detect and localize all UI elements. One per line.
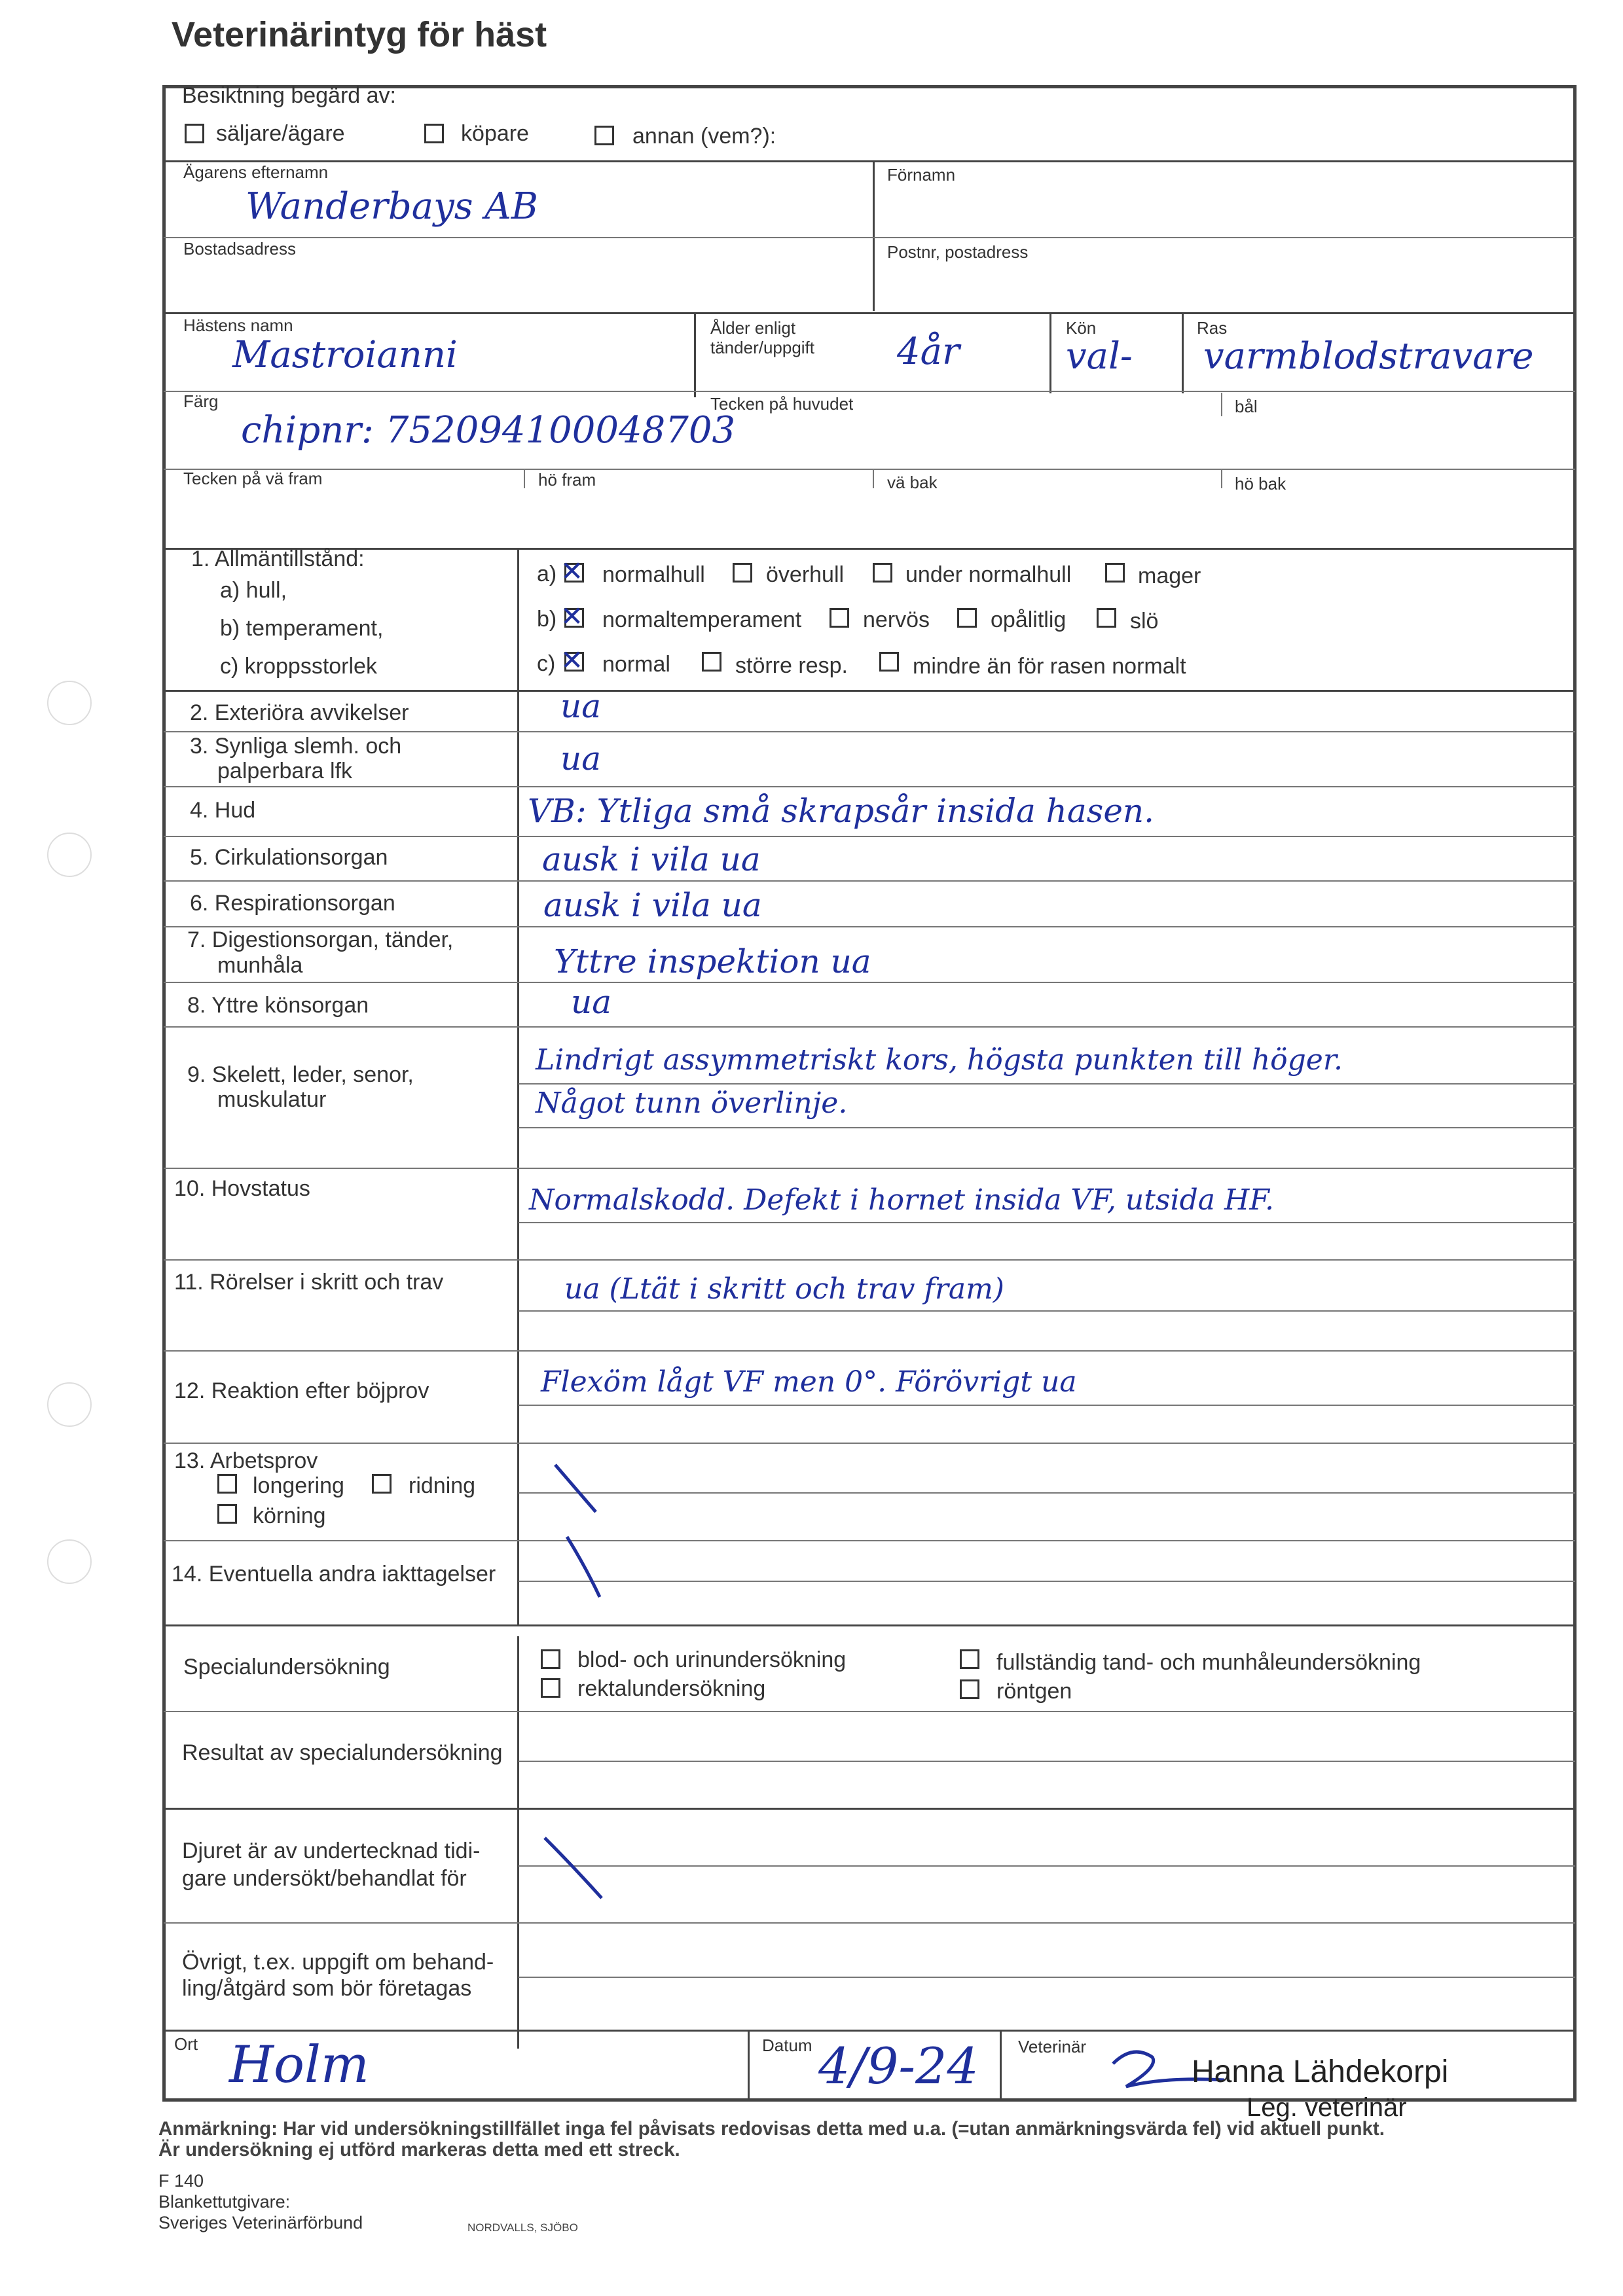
result-label: Resultat av specialundersökning [182,1740,503,1765]
punch-hole [47,833,92,877]
general-b-label: b) temperament, [220,616,384,641]
checkbox-under-normalhull[interactable] [873,563,892,583]
not-performed-stroke [550,1460,602,1518]
divider [519,1761,1575,1762]
divider [1049,314,1051,393]
divider [873,469,874,488]
divider [748,2031,750,2099]
divider [164,1624,1575,1626]
checkbox-seller[interactable] [185,124,204,143]
front-right-label: hö fram [538,470,596,490]
option-under-normalhull: under normalhull [905,562,1072,587]
divider [519,1310,1575,1312]
back-left-label: vä bak [887,473,938,492]
section-4-label: 4. Hud [190,798,256,823]
divider [1221,469,1222,488]
divider [519,1865,1575,1867]
option-normal: normal [602,652,670,677]
divider [164,469,1575,470]
divider [164,2030,1575,2032]
general-a-label: a) hull, [220,578,287,603]
checkbox-storre-resp[interactable] [702,652,721,672]
divider [1182,314,1184,393]
vet-name-stamp: Hanna Lähdekorpi [1192,2054,1449,2089]
option-blood-urine: blod- och urinundersökning [577,1647,847,1672]
special-label: Specialundersökning [183,1655,390,1679]
checkbox-nervos[interactable] [830,608,849,628]
checkbox-slo[interactable] [1097,608,1116,628]
option-nervos: nervös [863,607,930,632]
color-value: chipnr: 752094100048703 [241,409,736,452]
form-number: F 140 [158,2171,204,2191]
checkbox-opalitlig[interactable] [957,608,977,628]
divider [519,1083,1575,1085]
divider [694,314,696,397]
head-marks-label: Tecken på huvudet [710,394,854,414]
back-right-label: hö bak [1235,474,1286,493]
divider [164,1540,1575,1541]
issuer-name: Sveriges Veterinärförbund [158,2213,363,2233]
postal-label: Postnr, postadress [887,242,1029,262]
option-mager: mager [1138,564,1201,588]
age-label-1: Ålder enligt [710,318,796,338]
option-ridning: ridning [409,1473,476,1498]
divider [164,1808,1575,1810]
checkbox-mindre[interactable] [879,652,899,672]
section-8-value: ua [571,983,612,1021]
section-9-value-2: Något tunn överlinje. [536,1086,848,1120]
general-b-prefix: b) [537,607,557,632]
vet-label: Veterinär [1018,2037,1087,2056]
horse-name-label: Hästens namn [183,315,293,335]
option-other: annan (vem?): [632,124,776,149]
divider [164,160,1575,162]
section-8-label: 8. Yttre könsorgan [187,993,369,1018]
divider [164,786,1575,787]
age-value: 4år [897,331,960,373]
checkbox-overhull[interactable] [733,563,752,583]
divider [519,1405,1575,1406]
section-3-value: ua [560,740,602,778]
option-storre-resp: större resp. [735,653,848,678]
sex-label: Kön [1066,318,1097,338]
divider [517,1636,519,2049]
divider [519,1581,1575,1582]
footer-note-2: Är undersökning ej utförd markeras detta med ett streck. [158,2139,680,2161]
section-7-label-1: 7. Digestionsorgan, tänder, [187,927,454,952]
general-a-prefix: a) [537,562,557,586]
divider [164,836,1575,837]
section-11-label: 11. Rörelser i skritt och trav [174,1270,444,1295]
divider [164,880,1575,882]
ort-label: Ort [174,2034,198,2054]
divider [164,1259,1575,1261]
section-3-label-2: palperbara lfk [217,759,353,783]
section-6-label: 6. Respirationsorgan [190,891,395,916]
section-5-label: 5. Cirkulationsorgan [190,845,388,870]
section-12-label: 12. Reaktion efter böjprov [174,1378,429,1403]
section-2-label: 2. Exteriöra avvikelser [190,700,409,725]
bal-label: bål [1235,397,1258,416]
divider [164,1711,1575,1712]
owner-firstname-label: Förnamn [887,165,956,185]
sex-value: val- [1066,335,1133,378]
option-korning: körning [253,1503,326,1528]
divider [873,162,875,311]
divider [164,1026,1575,1028]
checkbox-rectal[interactable] [541,1678,560,1698]
option-buyer: köpare [461,121,529,146]
previous-label-1: Djuret är av undertecknad tidi- [182,1839,481,1863]
section-11-value: ua (Ltät i skritt och trav fram) [564,1272,1004,1306]
section-7-label-2: munhåla [217,953,303,978]
option-longering: longering [253,1473,344,1498]
section-9-label-2: muskulatur [217,1087,327,1112]
section-9-value-1: Lindrigt assymmetriskt kors, högsta punkten till höger. [536,1043,1343,1077]
breed-value: varmblodstravare [1203,335,1534,378]
divider [164,391,1575,392]
option-opalitlig: opålitlig [991,607,1067,632]
option-seller: säljare/ägare [216,121,345,146]
issuer-label: Blankettutgivare: [158,2192,291,2212]
option-overhull: överhull [766,562,845,587]
section-12-value: Flexöm lågt VF men 0°. Förövrigt ua [541,1365,1077,1399]
divider [517,548,519,1624]
divider [519,1977,1575,1978]
section-14-label: 14. Eventuella andra iakttagelser [172,1562,496,1587]
not-performed-stroke [539,1833,611,1905]
section-10-label: 10. Hovstatus [174,1176,310,1201]
check-mark: ✕ [560,644,584,676]
breed-label: Ras [1197,318,1228,338]
divider [1000,2031,1002,2099]
checkbox-dental[interactable] [960,1649,979,1669]
section-13-label: 13. Arbetsprov [174,1448,318,1473]
general-c-prefix: c) [537,651,556,676]
section-2-value: ua [560,687,602,725]
divider [164,1350,1575,1352]
color-label: Färg [183,391,219,411]
form-frame [162,85,1577,2102]
general-heading: 1. Allmäntillstånd: [191,547,365,571]
divider [164,982,1575,983]
option-normalhull: normalhull [602,562,705,587]
date-label: Datum [762,2036,812,2055]
checkbox-other[interactable] [594,126,614,145]
punch-hole [47,1539,92,1584]
divider [164,690,1575,692]
request-label: Besiktning begärd av: [182,83,396,108]
checkbox-blood-urine[interactable] [541,1649,560,1669]
divider [164,1922,1575,1924]
divider [164,731,1575,732]
section-7-value: Yttre inspektion ua [554,942,871,980]
address-label: Bostadsadress [183,239,296,259]
date-value: 4/9-24 [818,2037,979,2095]
checkbox-korning[interactable] [217,1504,237,1524]
section-5-value: ausk i vila ua [542,840,761,878]
checkbox-mager[interactable] [1105,563,1125,583]
divider [524,469,525,488]
option-rectal: rektalundersökning [577,1676,766,1701]
section-10-value: Normalskodd. Defekt i hornet insida VF, utsida HF. [529,1183,1274,1217]
divider [164,1443,1575,1444]
checkbox-xray[interactable] [960,1679,979,1699]
divider [164,312,1575,314]
section-3-label-1: 3. Synliga slemh. och [190,734,402,759]
front-left-label: Tecken på vä fram [183,469,323,488]
vet-title-stamp: Leg. veterinär [1247,2093,1407,2122]
other-label-1: Övrigt, t.ex. uppgift om behand- [182,1950,494,1975]
general-c-label: c) kroppsstorlek [220,654,377,679]
owner-surname-value: Wanderbays AB [246,185,538,228]
divider [1221,393,1222,416]
owner-surname-label: Ägarens efternamn [183,162,329,182]
not-performed-stroke [563,1532,615,1604]
section-6-value: ausk i vila ua [543,886,762,924]
punch-hole [47,681,92,725]
option-normaltemperament: normaltemperament [602,607,802,632]
check-mark: ✕ [560,600,584,632]
divider [519,1492,1575,1494]
horse-name-value: Mastroianni [232,334,458,376]
divider [519,1127,1575,1128]
footer-note-1: Anmärkning: Har vid undersökningstillfället inga fel påvisats redovisas detta med u.a. (=utan anmärkningsvärda fel) vid aktuell punkt. [158,2118,1385,2140]
check-mark: ✕ [560,555,584,587]
ort-value: Holm [229,2036,369,2094]
option-xray: röntgen [996,1679,1072,1704]
divider [519,1222,1575,1223]
section-4-value: VB: Ytliga små skrapsår insida hasen. [528,792,1155,830]
checkbox-ridning[interactable] [372,1474,392,1494]
option-mindre: mindre än för rasen normalt [913,654,1186,679]
checkbox-longering[interactable] [217,1474,237,1494]
punch-hole [47,1382,92,1427]
option-slo: slö [1130,609,1159,634]
checkbox-buyer[interactable] [424,124,444,143]
divider [164,1168,1575,1169]
option-dental: fullständig tand- och munhåleundersökning [996,1650,1421,1675]
divider [164,548,1575,550]
previous-label-2: gare undersökt/behandlat för [182,1866,467,1891]
printer-name: NORDVALLS, SJÖBO [467,2221,578,2234]
age-label-2: tänder/uppgift [710,338,815,357]
divider [164,237,1575,238]
other-label-2: ling/åtgärd som bör företagas [182,1976,472,2001]
form-title: Veterinärintyg för häst [172,15,547,54]
section-9-label-1: 9. Skelett, leder, senor, [187,1062,414,1087]
